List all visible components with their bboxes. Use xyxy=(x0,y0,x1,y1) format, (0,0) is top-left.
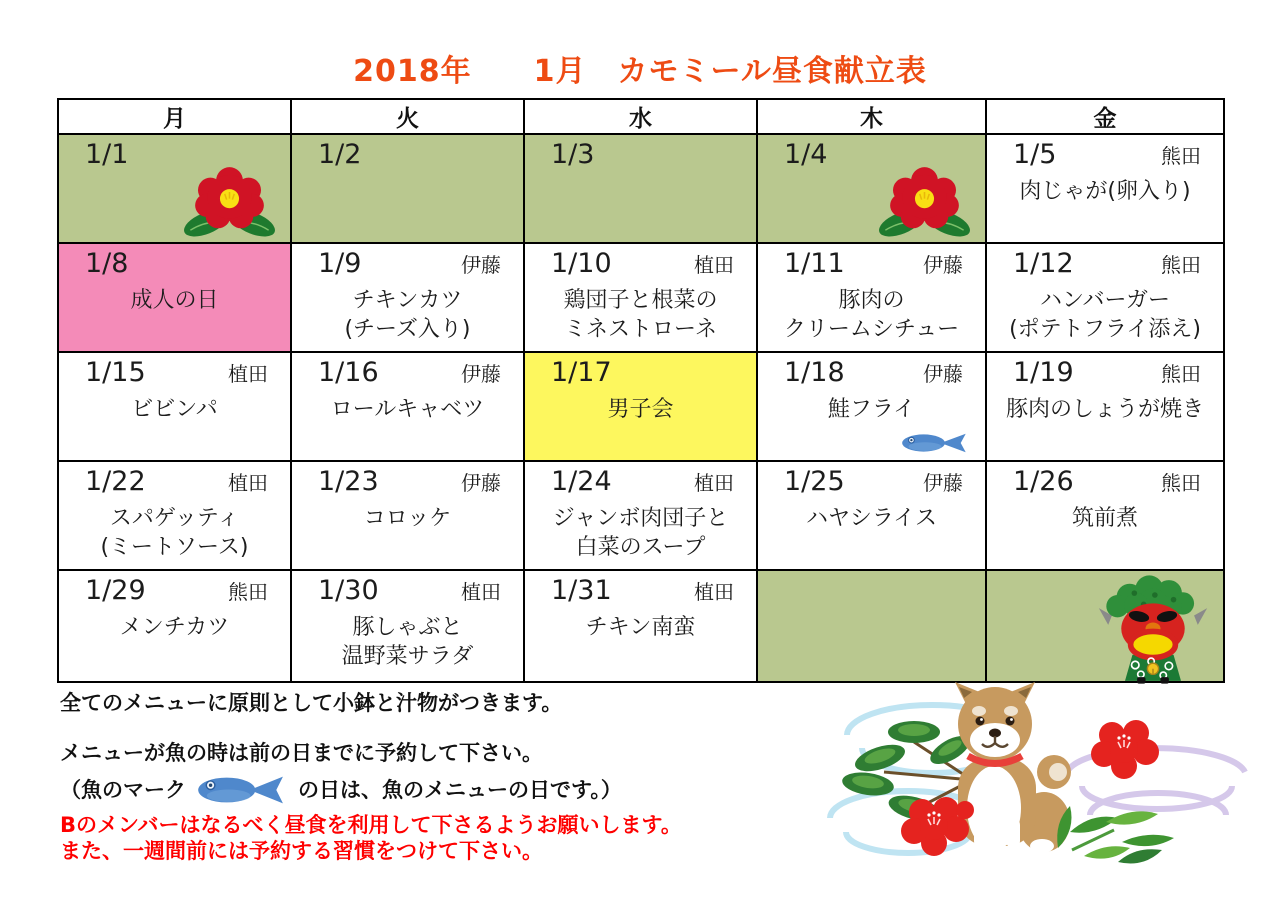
calendar-week-row xyxy=(58,461,1224,570)
cell-date: 1/22 xyxy=(85,466,146,497)
cell-menu: 豚しゃぶと 温野菜サラダ xyxy=(341,615,474,669)
cell-cook-name: 植田 xyxy=(228,362,268,386)
cell-cook-name: 植田 xyxy=(228,471,268,495)
note-fish-line1: メニューが魚の時は前の日までに予約して下さい。 xyxy=(60,741,543,765)
cell-cook-name: 伊藤 xyxy=(461,253,501,277)
note-all-menus: 全てのメニューに原則として小鉢と汁物がつきます。 xyxy=(60,691,563,715)
weekday-header-thu: 木 xyxy=(757,99,986,134)
camellia-flower-icon xyxy=(872,165,977,240)
new-year-shiba-dog-illustration xyxy=(822,680,1252,875)
calendar-week-row xyxy=(58,570,1224,682)
cell-date: 1/30 xyxy=(318,575,379,606)
cell-menu: ビビンパ xyxy=(131,397,218,422)
cell-menu: 豚肉の クリームシチュー xyxy=(783,288,960,342)
calendar-week-row xyxy=(58,134,1224,243)
cell-menu: コロッケ xyxy=(363,506,452,531)
calendar-cell-1-15 xyxy=(58,352,291,461)
cell-menu: ハンバーガー (ポテトフライ添え) xyxy=(1009,288,1201,342)
cell-date: 1/5 xyxy=(1013,139,1057,170)
weekday-header-tue: 火 xyxy=(291,99,524,134)
calendar-cell-1-10 xyxy=(524,243,757,352)
calendar-cell-1-22 xyxy=(58,461,291,570)
cell-date: 1/23 xyxy=(318,466,379,497)
plum-blossom-right xyxy=(1091,720,1159,779)
cell-menu: 男子会 xyxy=(607,397,674,422)
calendar-cell-1-26 xyxy=(986,461,1224,570)
cell-cook-name: 伊藤 xyxy=(461,471,501,495)
cell-date: 1/11 xyxy=(784,248,845,279)
cell-menu: 鶏団子と根菜の ミネストローネ xyxy=(563,288,718,342)
cell-date: 1/10 xyxy=(551,248,612,279)
note-fish-reservation xyxy=(60,740,622,810)
cell-menu: 肉じゃが(卵入り) xyxy=(1019,179,1191,204)
cell-cook-name: 伊藤 xyxy=(923,471,963,495)
camellia-flower-icon xyxy=(177,165,282,240)
cell-menu: ロールキャベツ xyxy=(330,397,485,422)
page-title: 2018年 1月 カモミール昼食献立表 xyxy=(353,54,927,89)
cell-date: 1/18 xyxy=(784,357,845,388)
cell-menu: 豚肉のしょうが焼き xyxy=(1005,397,1204,422)
cell-cook-name: 植田 xyxy=(694,471,734,495)
cell-menu: ハヤシライス xyxy=(806,506,937,531)
calendar-cell-1-25 xyxy=(757,461,986,570)
cell-date: 1/26 xyxy=(1013,466,1074,497)
cell-date: 1/16 xyxy=(318,357,379,388)
calendar-cell-1-9 xyxy=(291,243,524,352)
cell-cook-name: 伊藤 xyxy=(923,362,963,386)
calendar-cell-1-31 xyxy=(524,570,757,682)
cell-date: 1/31 xyxy=(551,575,612,606)
cell-menu: 鮭フライ xyxy=(827,397,916,422)
calendar-cell-1-17 xyxy=(524,352,757,461)
cell-menu: 成人の日 xyxy=(130,288,219,313)
weekday-header-fri: 金 xyxy=(986,99,1224,134)
calendar-cell-1-12 xyxy=(986,243,1224,352)
calendar-cell-1-11 xyxy=(757,243,986,352)
cell-menu: チキン南蛮 xyxy=(585,615,696,640)
cell-date: 1/24 xyxy=(551,466,612,497)
weekday-header-row xyxy=(58,99,1224,134)
calendar-cell-1-24 xyxy=(524,461,757,570)
calendar-cell-1-16 xyxy=(291,352,524,461)
cell-date: 1/8 xyxy=(85,248,129,279)
note-fish-line2-before: （魚のマーク xyxy=(60,778,186,803)
weekday-header-wed: 水 xyxy=(524,99,757,134)
cell-date: 1/1 xyxy=(85,139,129,170)
calendar-cell-empty xyxy=(757,570,986,682)
calendar-cell-1-1 xyxy=(58,134,291,243)
calendar-cell-1-29 xyxy=(58,570,291,682)
note-b-members-request xyxy=(60,812,682,865)
cell-cook-name: 伊藤 xyxy=(461,362,501,386)
shiba-dog xyxy=(955,682,1071,853)
note-red-line1: Bのメンバーはなるべく昼食を利用して下さるようお願いします。 xyxy=(60,813,682,837)
calendar-cell-1-23 xyxy=(291,461,524,570)
calendar-cell-1-30 xyxy=(291,570,524,682)
cell-cook-name: 植田 xyxy=(694,580,734,604)
calendar-cell-1-8 xyxy=(58,243,291,352)
cell-menu: スパゲッティ (ミートソース) xyxy=(100,506,249,560)
cell-cook-name: 熊田 xyxy=(228,580,268,604)
cell-date: 1/12 xyxy=(1013,248,1074,279)
cell-menu: 筑前煮 xyxy=(1071,506,1138,531)
bamboo-leaves xyxy=(1057,806,1174,864)
calendar-cell-1-3 xyxy=(524,134,757,243)
cell-date: 1/9 xyxy=(318,248,362,279)
cell-date: 1/19 xyxy=(1013,357,1074,388)
cell-cook-name: 熊田 xyxy=(1161,144,1201,168)
cell-cook-name: 熊田 xyxy=(1161,471,1201,495)
weekday-header-mon: 月 xyxy=(58,99,291,134)
cell-date: 1/3 xyxy=(551,139,595,170)
cell-date: 1/25 xyxy=(784,466,845,497)
calendar-cell-1-4 xyxy=(757,134,986,243)
calendar-week-row xyxy=(58,352,1224,461)
note-fish-line2-after: の日は、魚のメニューの日です。） xyxy=(298,778,622,803)
calendar-cell-1-5 xyxy=(986,134,1224,243)
cell-menu: メンチカツ xyxy=(119,615,230,640)
cell-menu: ジャンボ肉団子と 白菜のスープ xyxy=(552,506,729,560)
calendar-cell-empty xyxy=(986,570,1224,682)
calendar-cell-1-2 xyxy=(291,134,524,243)
plum-blossom-left xyxy=(901,797,974,856)
cell-cook-name: 熊田 xyxy=(1161,253,1201,277)
fish-icon xyxy=(899,428,971,458)
menu-calendar-table xyxy=(57,98,1225,683)
calendar-week-row xyxy=(58,243,1224,352)
cell-date: 1/29 xyxy=(85,575,146,606)
cell-cook-name: 植田 xyxy=(461,580,501,604)
calendar-cell-1-19 xyxy=(986,352,1224,461)
note-red-line2: また、一週間前には予約する習慣をつけて下さい。 xyxy=(60,839,543,864)
cell-cook-name: 熊田 xyxy=(1161,362,1201,386)
fish-icon xyxy=(194,770,290,810)
calendar-cell-1-18 xyxy=(757,352,986,461)
cell-cook-name: 植田 xyxy=(694,253,734,277)
cell-date: 1/15 xyxy=(85,357,146,388)
cell-date: 1/17 xyxy=(551,357,612,388)
shishimai-lion-dance-icon xyxy=(1097,575,1209,685)
cell-menu: チキンカツ (チーズ入り) xyxy=(344,288,471,342)
cell-date: 1/4 xyxy=(784,139,828,170)
cell-cook-name: 伊藤 xyxy=(923,253,963,277)
cell-date: 1/2 xyxy=(318,139,362,170)
